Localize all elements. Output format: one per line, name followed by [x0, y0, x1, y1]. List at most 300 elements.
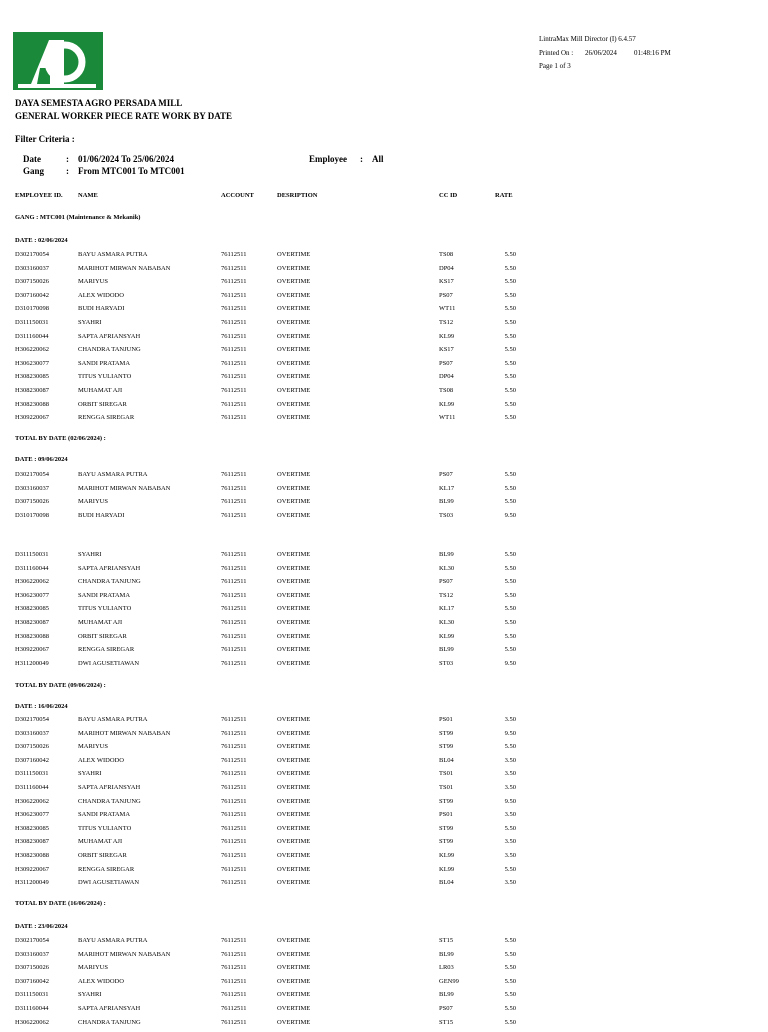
account-cell: 76112511: [221, 879, 247, 887]
employee-name-cell: ALEX WIDODO: [78, 756, 124, 764]
table-row: [0, 485, 768, 499]
rate-cell: 5.50: [504, 605, 516, 613]
table-row: [0, 551, 768, 565]
table-row: [0, 633, 768, 647]
account-cell: 76112511: [221, 400, 247, 408]
description-cell: OVERTIME: [277, 400, 311, 408]
account-cell: 76112511: [221, 511, 247, 519]
employee-name-cell: ORBIT SIREGAR: [78, 632, 127, 640]
employee-name-cell: SYAHRI: [78, 991, 102, 999]
cc-id-cell: ST99: [439, 824, 454, 832]
description-cell: OVERTIME: [277, 879, 311, 887]
col-cc-id: CC ID: [439, 192, 458, 199]
employee-id-cell: H309220067: [15, 414, 49, 422]
employee-name-cell: CHANDRA TANJUNG: [78, 1018, 141, 1026]
description-cell: OVERTIME: [277, 278, 311, 286]
employee-id-cell: H306220062: [15, 1018, 49, 1026]
rate-cell: 5.50: [504, 291, 516, 299]
employee-id-cell: D311150031: [15, 318, 49, 326]
rows-group-2: [0, 716, 768, 893]
description-cell: OVERTIME: [277, 551, 311, 558]
table-row: [0, 471, 768, 485]
rate-cell: 5.50: [504, 824, 516, 832]
table-row: [0, 951, 768, 965]
description-cell: OVERTIME: [277, 838, 311, 846]
cc-id-cell: ST15: [439, 1018, 454, 1026]
employee-id-cell: D307150026: [15, 278, 49, 286]
cc-id-cell: ST15: [439, 937, 454, 944]
description-cell: OVERTIME: [277, 824, 311, 832]
rate-cell: 5.50: [504, 414, 516, 422]
print-meta: [539, 33, 671, 74]
description-cell: OVERTIME: [277, 359, 311, 367]
table-row: [0, 825, 768, 839]
account-cell: 76112511: [221, 264, 247, 272]
rate-cell: 3.50: [504, 851, 516, 859]
account-cell: 76112511: [221, 414, 247, 422]
rate-cell: 5.50: [504, 646, 516, 654]
table-row: [0, 978, 768, 992]
description-cell: OVERTIME: [277, 756, 311, 764]
table-row: [0, 730, 768, 744]
cc-id-cell: PS01: [439, 716, 453, 723]
total-by-date: TOTAL BY DATE (02/06/2024) :: [15, 435, 106, 442]
rate-cell: 3.50: [504, 811, 516, 819]
employee-name-cell: SYAHRI: [78, 770, 102, 778]
rate-cell: 5.50: [504, 484, 516, 492]
filter-criteria-title: Filter Criteria :: [15, 134, 75, 144]
cc-id-cell: PS07: [439, 291, 453, 299]
page-number: Page 1 of 3: [539, 62, 571, 70]
rate-cell: 3.50: [504, 716, 516, 723]
cc-id-cell: ST99: [439, 838, 454, 846]
table-row: [0, 1019, 768, 1032]
table-row: [0, 292, 768, 306]
employee-name-cell: SAPTA AFRIANSYAH: [78, 564, 141, 572]
account-cell: 76112511: [221, 756, 247, 764]
cc-id-cell: ST99: [439, 729, 454, 737]
employee-id-cell: H308230087: [15, 838, 49, 846]
account-cell: 76112511: [221, 471, 247, 478]
cc-id-cell: TS08: [439, 386, 454, 394]
table-row: [0, 866, 768, 880]
rate-cell: 5.50: [504, 498, 516, 506]
employee-name-cell: BAYU ASMARA PUTRA: [78, 716, 148, 723]
employee-id-cell: H308230087: [15, 618, 49, 626]
employee-id-cell: D303160037: [15, 264, 49, 272]
account-cell: 76112511: [221, 1004, 247, 1012]
account-cell: 76112511: [221, 770, 247, 778]
table-row: [0, 346, 768, 360]
cc-id-cell: WT11: [439, 414, 456, 422]
cc-id-cell: DP04: [439, 264, 454, 272]
account-cell: 76112511: [221, 373, 247, 381]
employee-id-cell: D311160044: [15, 332, 49, 340]
printed-label: Printed On :: [539, 48, 574, 57]
account-cell: 76112511: [221, 498, 247, 506]
cc-id-cell: GEN99: [439, 977, 459, 985]
employee-id-cell: H311200049: [15, 879, 49, 887]
description-cell: OVERTIME: [277, 332, 311, 340]
report-title: GENERAL WORKER PIECE RATE WORK BY DATE: [15, 110, 233, 121]
cc-id-cell: KS17: [439, 346, 454, 354]
cc-id-cell: DP04: [439, 373, 454, 381]
cc-id-cell: PS07: [439, 1004, 453, 1012]
printed-on: [539, 47, 671, 61]
account-cell: 76112511: [221, 865, 247, 873]
description-cell: OVERTIME: [277, 291, 311, 299]
account-cell: 76112511: [221, 977, 247, 985]
rate-cell: 5.50: [504, 373, 516, 381]
description-cell: OVERTIME: [277, 811, 311, 819]
employee-id-cell: D307150026: [15, 964, 49, 972]
account-cell: 76112511: [221, 729, 247, 737]
cc-id-cell: KL99: [439, 865, 455, 873]
employee-name-cell: DWI AGUSETIAWAN: [78, 879, 140, 887]
description-cell: OVERTIME: [277, 1004, 311, 1012]
cc-id-cell: LR03: [439, 964, 454, 972]
report-heading: [15, 97, 232, 122]
employee-id-cell: H308230085: [15, 605, 49, 613]
description-cell: OVERTIME: [277, 618, 311, 626]
employee-id-cell: H306220062: [15, 578, 49, 586]
account-cell: 76112511: [221, 591, 247, 599]
employee-name-cell: ORBIT SIREGAR: [78, 851, 127, 859]
employee-id-cell: D311160044: [15, 783, 49, 791]
employee-id-cell: D302170054: [15, 471, 49, 478]
company-logo: [13, 32, 103, 90]
rate-cell: 3.50: [504, 838, 516, 846]
table-row: [0, 838, 768, 852]
rows-group-1a: [0, 471, 768, 525]
employee-id-cell: H308230088: [15, 851, 49, 859]
table-row: [0, 852, 768, 866]
table-row: [0, 414, 768, 428]
total-by-date: TOTAL BY DATE (09/06/2024) :: [15, 682, 106, 689]
employee-name-cell: BAYU ASMARA PUTRA: [78, 251, 148, 258]
cc-id-cell: TS08: [439, 251, 454, 258]
description-cell: OVERTIME: [277, 991, 311, 999]
description-cell: OVERTIME: [277, 564, 311, 572]
employee-name-cell: ORBIT SIREGAR: [78, 400, 127, 408]
rate-cell: 5.50: [504, 991, 516, 999]
account-cell: 76112511: [221, 359, 247, 367]
description-cell: OVERTIME: [277, 251, 311, 258]
rate-cell: 5.50: [504, 359, 516, 367]
table-row: [0, 879, 768, 893]
account-cell: 76112511: [221, 386, 247, 394]
table-row: [0, 716, 768, 730]
logo-letter-p-stem: [57, 40, 64, 84]
account-cell: 76112511: [221, 824, 247, 832]
employee-name-cell: CHANDRA TANJUNG: [78, 797, 141, 805]
rate-cell: 9.50: [504, 659, 516, 667]
cc-id-cell: TS12: [439, 318, 454, 326]
employee-name-cell: RENGGA SIREGAR: [78, 865, 135, 873]
table-row: [0, 743, 768, 757]
description-cell: OVERTIME: [277, 591, 311, 599]
table-row: [0, 278, 768, 292]
description-cell: OVERTIME: [277, 964, 311, 972]
description-cell: OVERTIME: [277, 729, 311, 737]
description-cell: OVERTIME: [277, 797, 311, 805]
employee-name-cell: DWI AGUSETIAWAN: [78, 659, 140, 667]
cc-id-cell: BL04: [439, 756, 454, 764]
table-row: [0, 757, 768, 771]
account-cell: 76112511: [221, 851, 247, 859]
description-cell: OVERTIME: [277, 977, 311, 985]
cc-id-cell: PS07: [439, 471, 453, 478]
rate-cell: 5.50: [504, 318, 516, 326]
account-cell: 76112511: [221, 1018, 247, 1026]
rate-cell: 5.50: [504, 564, 516, 572]
rate-cell: 5.50: [504, 251, 516, 258]
account-cell: 76112511: [221, 278, 247, 286]
filter-gang-value: From MTC001 To MTC001: [78, 166, 185, 176]
account-cell: 76112511: [221, 305, 247, 313]
table-row: [0, 770, 768, 784]
rate-cell: 5.50: [504, 332, 516, 340]
account-cell: 76112511: [221, 332, 247, 340]
filter-employee-value: All: [372, 154, 384, 164]
rate-cell: 5.50: [504, 278, 516, 286]
table-row: [0, 1005, 768, 1019]
employee-id-cell: D307160042: [15, 977, 49, 985]
account-cell: 76112511: [221, 632, 247, 640]
cc-id-cell: PS07: [439, 359, 453, 367]
rows-group-3: [0, 937, 768, 1032]
employee-name-cell: SAPTA AFRIANSYAH: [78, 783, 141, 791]
col-employee-id: EMPLOYEE ID.: [15, 192, 63, 199]
rate-cell: 5.50: [504, 346, 516, 354]
rate-cell: 5.50: [504, 618, 516, 626]
description-cell: OVERTIME: [277, 743, 311, 751]
table-row: [0, 360, 768, 374]
date-heading: DATE : 02/06/2024: [15, 237, 68, 244]
table-row: [0, 811, 768, 825]
rows-group-0: [0, 251, 768, 428]
employee-id-cell: H311200049: [15, 659, 49, 667]
table-row: [0, 387, 768, 401]
employee-name-cell: SANDI PRATAMA: [78, 591, 131, 599]
account-cell: 76112511: [221, 618, 247, 626]
rate-cell: 5.50: [504, 632, 516, 640]
description-cell: OVERTIME: [277, 346, 311, 354]
rate-cell: 3.50: [504, 879, 516, 887]
description-cell: OVERTIME: [277, 659, 311, 667]
cc-id-cell: KL30: [439, 618, 455, 626]
cc-id-cell: TS03: [439, 511, 454, 519]
employee-name-cell: SANDI PRATAMA: [78, 811, 131, 819]
rate-cell: 5.50: [504, 964, 516, 972]
employee-id-cell: D303160037: [15, 729, 49, 737]
employee-id-cell: H306230077: [15, 811, 49, 819]
description-cell: OVERTIME: [277, 605, 311, 613]
employee-name-cell: CHANDRA TANJUNG: [78, 578, 141, 586]
employee-name-cell: ALEX WIDODO: [78, 291, 124, 299]
software-version: LintraMax Mill Director (I) 6.4.57: [539, 35, 636, 43]
account-cell: 76112511: [221, 937, 247, 944]
rate-cell: 9.50: [504, 729, 516, 737]
employee-name-cell: SYAHRI: [78, 318, 102, 326]
filter-gang-sep: :: [66, 166, 69, 176]
cc-id-cell: KL99: [439, 632, 455, 640]
table-row: [0, 305, 768, 319]
table-row: [0, 565, 768, 579]
rate-cell: 5.50: [504, 578, 516, 586]
logo-baseline: [18, 84, 96, 88]
rate-cell: 5.50: [504, 977, 516, 985]
rate-cell: 9.50: [504, 511, 516, 519]
rate-cell: 5.50: [504, 400, 516, 408]
employee-id-cell: H308230088: [15, 400, 49, 408]
table-row: [0, 333, 768, 347]
account-cell: 76112511: [221, 646, 247, 654]
employee-id-cell: D302170054: [15, 251, 49, 258]
table-row: [0, 660, 768, 674]
cc-id-cell: ST99: [439, 743, 454, 751]
filter-date-label: Date: [23, 154, 41, 164]
cc-id-cell: KS17: [439, 278, 454, 286]
table-row: [0, 605, 768, 619]
printed-date: 26/06/2024: [585, 48, 617, 57]
printed-time: 01:48:16 PM: [634, 48, 671, 57]
account-cell: 76112511: [221, 783, 247, 791]
description-cell: OVERTIME: [277, 865, 311, 873]
cc-id-cell: KL99: [439, 851, 455, 859]
account-cell: 76112511: [221, 811, 247, 819]
employee-name-cell: BAYU ASMARA PUTRA: [78, 471, 148, 478]
date-heading: DATE : 23/06/2024: [15, 923, 68, 930]
description-cell: OVERTIME: [277, 937, 311, 944]
employee-name-cell: TITUS YULIANTO: [78, 373, 132, 381]
employee-id-cell: D303160037: [15, 950, 49, 958]
table-row: [0, 937, 768, 951]
employee-id-cell: D311150031: [15, 991, 49, 999]
cc-id-cell: WT11: [439, 305, 456, 313]
cc-id-cell: TS12: [439, 591, 454, 599]
table-row: [0, 498, 768, 512]
employee-name-cell: MARIHOT MIRWAN NABABAN: [78, 729, 171, 737]
filter-employee-label: Employee: [309, 154, 347, 164]
account-cell: 76112511: [221, 251, 247, 258]
cc-id-cell: TS01: [439, 783, 454, 791]
description-cell: OVERTIME: [277, 498, 311, 506]
employee-name-cell: TITUS YULIANTO: [78, 605, 132, 613]
col-name: NAME: [78, 192, 98, 199]
employee-id-cell: D311160044: [15, 564, 49, 572]
employee-name-cell: MARIHOT MIRWAN NABABAN: [78, 264, 171, 272]
rows-group-1b: [0, 551, 768, 673]
company-name: DAYA SEMESTA AGRO PERSADA MILL: [15, 98, 183, 108]
employee-id-cell: D310170098: [15, 305, 49, 313]
description-cell: OVERTIME: [277, 386, 311, 394]
gang-title: GANG : MTC001 (Maintenance & Mekanik): [15, 214, 141, 221]
col-rate: RATE: [495, 192, 513, 199]
rate-cell: 5.50: [504, 551, 516, 558]
table-row: [0, 619, 768, 633]
cc-id-cell: BL99: [439, 646, 454, 654]
rate-cell: 9.50: [504, 797, 516, 805]
employee-id-cell: H308230088: [15, 632, 49, 640]
rate-cell: 5.50: [504, 1004, 516, 1012]
employee-name-cell: ALEX WIDODO: [78, 977, 124, 985]
cc-id-cell: KL17: [439, 605, 455, 613]
cc-id-cell: TS01: [439, 770, 454, 778]
employee-name-cell: MUHAMAT AJI: [78, 618, 123, 626]
cc-id-cell: ST03: [439, 659, 454, 667]
cc-id-cell: PS07: [439, 578, 453, 586]
rate-cell: 5.50: [504, 1018, 516, 1026]
description-cell: OVERTIME: [277, 716, 311, 723]
cc-id-cell: BL99: [439, 950, 454, 958]
employee-id-cell: H309220067: [15, 646, 49, 654]
description-cell: OVERTIME: [277, 471, 311, 478]
rate-cell: 5.50: [504, 305, 516, 313]
description-cell: OVERTIME: [277, 578, 311, 586]
total-by-date: TOTAL BY DATE (16/06/2024) :: [15, 900, 106, 907]
account-cell: 76112511: [221, 578, 247, 586]
employee-id-cell: H306230077: [15, 359, 49, 367]
rate-cell: 5.50: [504, 264, 516, 272]
table-row: [0, 964, 768, 978]
table-row: [0, 578, 768, 592]
table-row: [0, 251, 768, 265]
employee-id-cell: D307160042: [15, 291, 49, 299]
account-cell: 76112511: [221, 564, 247, 572]
description-cell: OVERTIME: [277, 511, 311, 519]
account-cell: 76112511: [221, 838, 247, 846]
cc-id-cell: ST99: [439, 797, 454, 805]
employee-name-cell: MARIYUS: [78, 743, 108, 751]
account-cell: 76112511: [221, 346, 247, 354]
col-account: ACCOUNT: [221, 192, 254, 199]
employee-id-cell: D307150026: [15, 743, 49, 751]
employee-id-cell: H308230085: [15, 373, 49, 381]
rate-cell: 3.50: [504, 756, 516, 764]
cc-id-cell: KL99: [439, 332, 455, 340]
account-cell: 76112511: [221, 659, 247, 667]
description-cell: OVERTIME: [277, 264, 311, 272]
employee-name-cell: MARIYUS: [78, 278, 108, 286]
rate-cell: 5.50: [504, 743, 516, 751]
cc-id-cell: KL99: [439, 400, 455, 408]
employee-name-cell: RENGGA SIREGAR: [78, 414, 135, 422]
table-row: [0, 592, 768, 606]
account-cell: 76112511: [221, 991, 247, 999]
employee-name-cell: SYAHRI: [78, 551, 102, 558]
account-cell: 76112511: [221, 551, 247, 558]
rate-cell: 5.50: [504, 865, 516, 873]
employee-name-cell: MARIHOT MIRWAN NABABAN: [78, 950, 171, 958]
employee-name-cell: SANDI PRATAMA: [78, 359, 131, 367]
description-cell: OVERTIME: [277, 783, 311, 791]
employee-id-cell: H309220067: [15, 865, 49, 873]
cc-id-cell: PS01: [439, 811, 453, 819]
employee-id-cell: H308230087: [15, 386, 49, 394]
cc-id-cell: KL30: [439, 564, 455, 572]
table-row: [0, 646, 768, 660]
description-cell: OVERTIME: [277, 373, 311, 381]
rate-cell: 3.50: [504, 770, 516, 778]
employee-name-cell: TITUS YULIANTO: [78, 824, 132, 832]
description-cell: OVERTIME: [277, 770, 311, 778]
employee-id-cell: D311150031: [15, 770, 49, 778]
employee-id-cell: H306230077: [15, 591, 49, 599]
filter-gang-label: Gang: [23, 166, 45, 176]
employee-name-cell: CHANDRA TANJUNG: [78, 346, 141, 354]
description-cell: OVERTIME: [277, 414, 311, 422]
